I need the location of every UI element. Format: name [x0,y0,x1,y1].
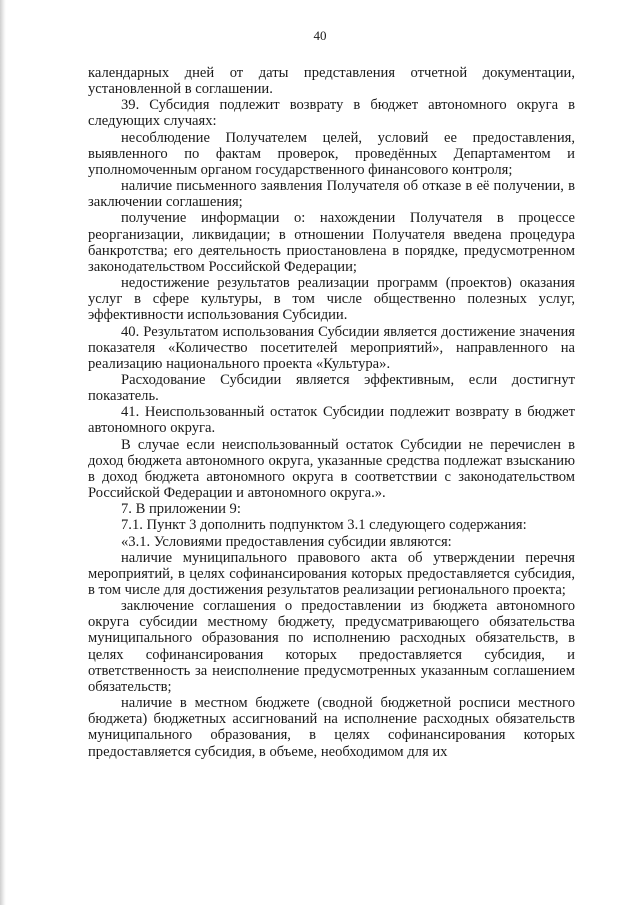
paragraph-case-results-not-achieved: недостижение результатов реализации программ (проектов) оказания услуг в сфере культуры, в том числе общественно полезных услуг, эффективности использования Субсидии. [88,275,575,324]
paragraph-item-7: 7. В приложении 9: [121,501,241,518]
paragraph-clause-40: 40. Результатом использования Субсидии является достижение значения показателя «Количество посетителей мероприятий», направленного на реализацию национального проекта «Культура». [88,323,575,372]
paragraph-item-7-1: 7.1. Пункт 3 дополнить подпунктом 3.1 следующего содержания: [121,517,527,534]
page-number: 40 [313,28,327,43]
document-body [88,65,575,760]
paragraph-subclause-3-1: «3.1. Условиями предоставления субсидии являются: [121,533,452,550]
paragraph-case-reorganization: получение информации о: нахождении Получателя в процессе реорганизации, ликвидации; в отношении Получателя введена процедура банкротства; его деятельность приостановлена в порядке, предусмотренном законодательством Российской Федерации; [88,210,575,275]
paragraph-clause-39: 39. Субсидия подлежит возврату в бюджет автономного округа в следующих случаях: [88,97,575,130]
paragraph-case-noncompliance: несоблюдение Получателем целей, условий ее предоставления, выявленного по фактам проверок, проведённых Департаментом и уполномоченным органом государственного финансового контроля; [88,129,575,178]
paragraph-case-refusal: наличие письменного заявления Получателя об отказе в её получении, в заключении соглашения; [88,178,575,211]
paragraph-condition-budget: наличие в местном бюджете (сводной бюджетной росписи местного бюджета) бюджетных ассигнований на исполнение расходных обязательств муниципального образования, в целях софинансирования которых предоставляется субсидия, в объеме, необходимом для их [88,695,575,760]
paragraph-continuation: календарных дней от даты представления отчетной документации, установленной в соглашении. [88,65,575,98]
paragraph-clause-41: 41. Неиспользованный остаток Субсидии подлежит возврату в бюджет автономного округа. [88,404,575,437]
paragraph-efficiency: Расходование Субсидии является эффективным, если достигнут показатель. [88,371,575,405]
paragraph-unused-balance: В случае если неиспользованный остаток Субсидии не перечислен в доход бюджета автономного округа, указанные средства подлежат взысканию в доход бюджета автономного округа в соответствии с законодательством Российской Федерации и автономного округа.». [88,436,575,502]
scan-edge-shadow [0,0,6,905]
paragraph-condition-agreement: заключение соглашения о предоставлении из бюджета автономного округа субсидии местному бюджету, предусматривающего обязательства муниципального образования по исполнению расходных обязательств, в целях софинансирования которых предоставляется субсидия, и ответственность за неисполнение предусмотренных указанным соглашением обязательств; [88,598,575,695]
paragraph-condition-legal-act: наличие муниципального правового акта об утверждении перечня мероприятий, в целях софинансирования которых предоставляется субсидия, в том числе для достижения результатов реализации регионального проекта; [88,549,575,598]
